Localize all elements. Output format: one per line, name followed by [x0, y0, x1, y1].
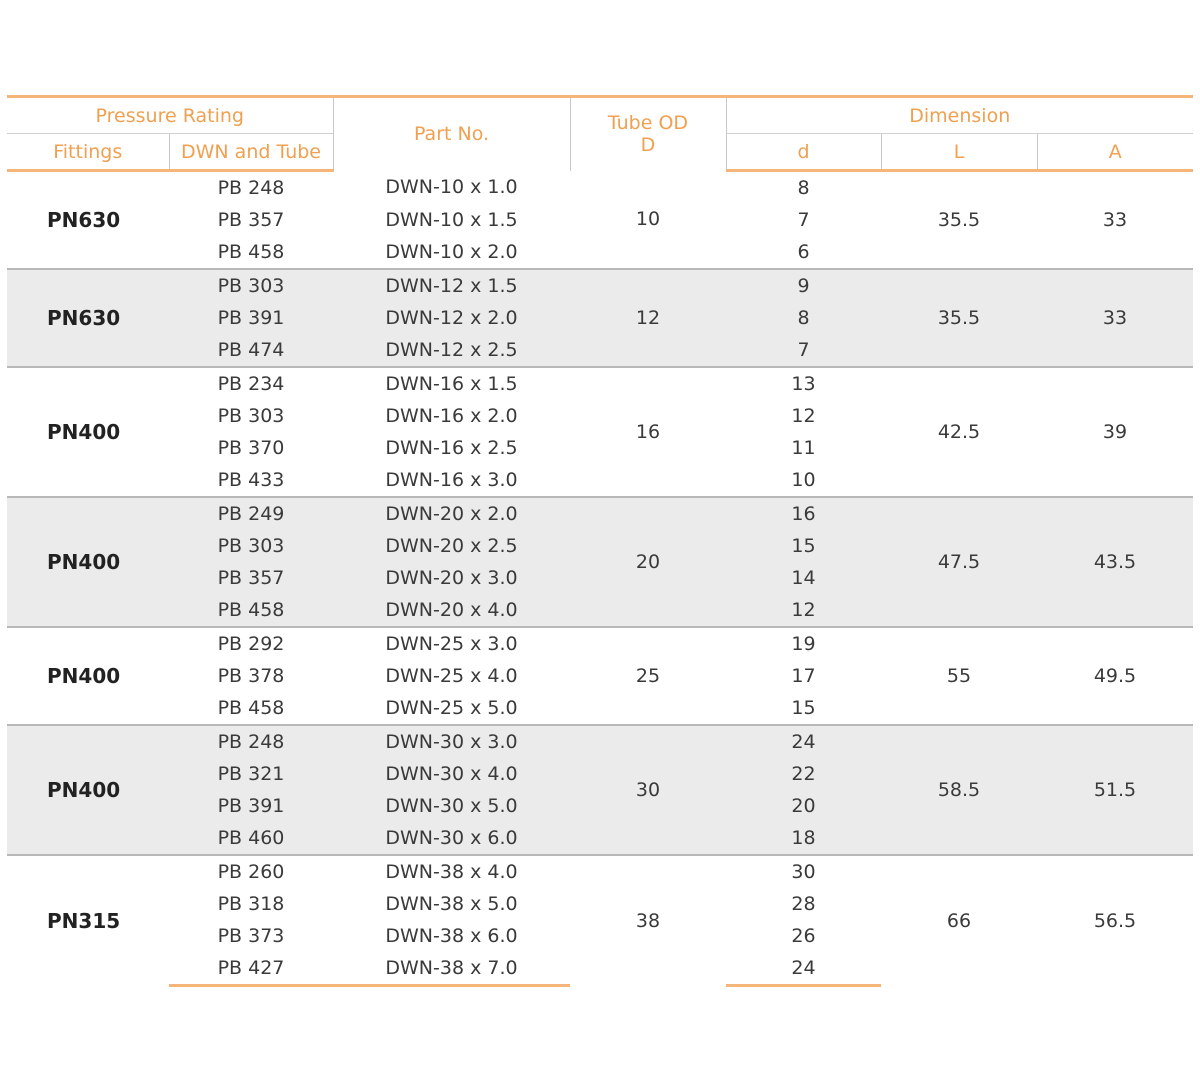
part-no-header: Part No.	[333, 97, 570, 171]
dwn-tube-cell: PB 474	[169, 334, 333, 367]
dimension-l-header: L	[881, 134, 1037, 171]
table-group	[7, 725, 1193, 855]
table-row	[7, 725, 1193, 758]
part-no-cell: DWN-10 x 2.0	[333, 236, 570, 269]
part-no-cell: DWN-16 x 3.0	[333, 464, 570, 497]
dimension-a-cell: 56.5	[1037, 855, 1193, 986]
dimension-d-cell: 18	[726, 822, 881, 855]
dwn-tube-cell: PB 370	[169, 432, 333, 464]
dimension-d-cell: 7	[726, 204, 881, 236]
dwn-tube-cell: PB 391	[169, 790, 333, 822]
tube-od-header	[570, 97, 726, 171]
dimension-a-cell: 33	[1037, 269, 1193, 367]
dwn-tube-cell: PB 260	[169, 855, 333, 888]
dimension-l-cell: 42.5	[881, 367, 1037, 497]
dimension-a-cell: 43.5	[1037, 497, 1193, 627]
dimension-d-cell: 15	[726, 692, 881, 725]
part-no-cell: DWN-30 x 3.0	[333, 725, 570, 758]
table-header	[7, 97, 1193, 171]
dwn-tube-cell: PB 248	[169, 171, 333, 205]
table-group	[7, 855, 1193, 986]
dwn-tube-cell: PB 318	[169, 888, 333, 920]
pressure-rating-header: Pressure Rating	[7, 97, 333, 134]
dimension-a-cell: 33	[1037, 171, 1193, 270]
fittings-cell: PN400	[7, 627, 169, 725]
dimension-l-cell: 58.5	[881, 725, 1037, 855]
table-group	[7, 497, 1193, 627]
dwn-tube-cell: PB 249	[169, 497, 333, 530]
dwn-tube-cell: PB 373	[169, 920, 333, 952]
part-no-cell: DWN-38 x 4.0	[333, 855, 570, 888]
dimension-d-header: d	[726, 134, 881, 171]
tube-od-cell: 10	[570, 171, 726, 270]
dimension-d-cell: 7	[726, 334, 881, 367]
table-row	[7, 855, 1193, 888]
dimension-d-cell: 17	[726, 660, 881, 692]
tube-od-cell: 25	[570, 627, 726, 725]
part-no-cell: DWN-16 x 2.0	[333, 400, 570, 432]
tube-od-cell: 16	[570, 367, 726, 497]
dwn-tube-cell: PB 303	[169, 400, 333, 432]
dimension-l-cell: 66	[881, 855, 1037, 986]
dimension-d-cell: 22	[726, 758, 881, 790]
table-row	[7, 171, 1193, 205]
dimension-l-cell: 35.5	[881, 171, 1037, 270]
part-no-cell: DWN-10 x 1.0	[333, 171, 570, 205]
fittings-header: Fittings	[7, 134, 169, 171]
part-no-cell: DWN-12 x 1.5	[333, 269, 570, 302]
dwn-tube-cell: PB 391	[169, 302, 333, 334]
dimension-d-cell: 16	[726, 497, 881, 530]
dimension-d-cell: 10	[726, 464, 881, 497]
dimension-l-cell: 55	[881, 627, 1037, 725]
part-no-cell: DWN-20 x 2.5	[333, 530, 570, 562]
dimension-d-cell: 11	[726, 432, 881, 464]
dimension-d-cell: 26	[726, 920, 881, 952]
dimension-d-cell: 24	[726, 952, 881, 986]
part-no-cell: DWN-12 x 2.5	[333, 334, 570, 367]
dimension-d-cell: 8	[726, 171, 881, 205]
table-group	[7, 171, 1193, 270]
fittings-cell: PN400	[7, 725, 169, 855]
part-no-cell: DWN-25 x 5.0	[333, 692, 570, 725]
dwn-and-tube-header: DWN and Tube	[169, 134, 333, 171]
dwn-tube-cell: PB 303	[169, 530, 333, 562]
dimension-l-cell: 47.5	[881, 497, 1037, 627]
dimension-d-cell: 20	[726, 790, 881, 822]
dimension-d-cell: 24	[726, 725, 881, 758]
part-no-cell: DWN-38 x 6.0	[333, 920, 570, 952]
part-no-cell: DWN-10 x 1.5	[333, 204, 570, 236]
part-no-cell: DWN-16 x 2.5	[333, 432, 570, 464]
table-row	[7, 367, 1193, 400]
dimension-d-cell: 12	[726, 400, 881, 432]
dimension-d-cell: 14	[726, 562, 881, 594]
dimension-a-cell: 49.5	[1037, 627, 1193, 725]
fittings-cell: PN630	[7, 171, 169, 270]
dimension-d-cell: 9	[726, 269, 881, 302]
dimension-d-cell: 8	[726, 302, 881, 334]
part-no-cell: DWN-38 x 7.0	[333, 952, 570, 986]
dwn-tube-cell: PB 303	[169, 269, 333, 302]
part-no-cell: DWN-20 x 3.0	[333, 562, 570, 594]
dimension-d-cell: 6	[726, 236, 881, 269]
dwn-tube-cell: PB 460	[169, 822, 333, 855]
dwn-tube-cell: PB 458	[169, 236, 333, 269]
tube-od-cell: 38	[570, 855, 726, 986]
dwn-tube-cell: PB 357	[169, 562, 333, 594]
specification-table	[7, 95, 1193, 987]
dimension-l-cell: 35.5	[881, 269, 1037, 367]
part-no-cell: DWN-20 x 2.0	[333, 497, 570, 530]
dwn-tube-cell: PB 321	[169, 758, 333, 790]
part-no-cell: DWN-12 x 2.0	[333, 302, 570, 334]
dwn-tube-cell: PB 292	[169, 627, 333, 660]
part-no-cell: DWN-16 x 1.5	[333, 367, 570, 400]
tube-od-symbol: D	[640, 134, 656, 157]
dwn-tube-cell: PB 427	[169, 952, 333, 986]
dwn-tube-cell: PB 234	[169, 367, 333, 400]
table-group	[7, 627, 1193, 725]
tube-od-cell: 20	[570, 497, 726, 627]
part-no-cell: DWN-38 x 5.0	[333, 888, 570, 920]
part-no-cell: DWN-25 x 4.0	[333, 660, 570, 692]
dimension-d-cell: 12	[726, 594, 881, 627]
dwn-tube-cell: PB 378	[169, 660, 333, 692]
table-row	[7, 269, 1193, 302]
dimension-header: Dimension	[726, 97, 1193, 134]
dimension-a-cell: 51.5	[1037, 725, 1193, 855]
dwn-tube-cell: PB 357	[169, 204, 333, 236]
tube-od-cell: 12	[570, 269, 726, 367]
table-row	[7, 627, 1193, 660]
dimension-d-cell: 15	[726, 530, 881, 562]
part-no-cell: DWN-20 x 4.0	[333, 594, 570, 627]
table-row	[7, 497, 1193, 530]
part-no-cell: DWN-30 x 5.0	[333, 790, 570, 822]
fittings-cell: PN400	[7, 497, 169, 627]
fittings-cell: PN315	[7, 855, 169, 986]
dwn-tube-cell: PB 248	[169, 725, 333, 758]
part-no-cell: DWN-30 x 6.0	[333, 822, 570, 855]
tube-od-label: Tube OD	[607, 112, 689, 135]
part-no-cell: DWN-30 x 4.0	[333, 758, 570, 790]
dimension-a-header: A	[1037, 134, 1193, 171]
dwn-tube-cell: PB 458	[169, 692, 333, 725]
part-no-cell: DWN-25 x 3.0	[333, 627, 570, 660]
fittings-cell: PN400	[7, 367, 169, 497]
dimension-a-cell: 39	[1037, 367, 1193, 497]
dimension-d-cell: 28	[726, 888, 881, 920]
table-group	[7, 367, 1193, 497]
dimension-d-cell: 19	[726, 627, 881, 660]
dwn-tube-cell: PB 433	[169, 464, 333, 497]
dimension-d-cell: 13	[726, 367, 881, 400]
fittings-cell: PN630	[7, 269, 169, 367]
dimension-d-cell: 30	[726, 855, 881, 888]
tube-od-cell: 30	[570, 725, 726, 855]
table-group	[7, 269, 1193, 367]
dwn-tube-cell: PB 458	[169, 594, 333, 627]
